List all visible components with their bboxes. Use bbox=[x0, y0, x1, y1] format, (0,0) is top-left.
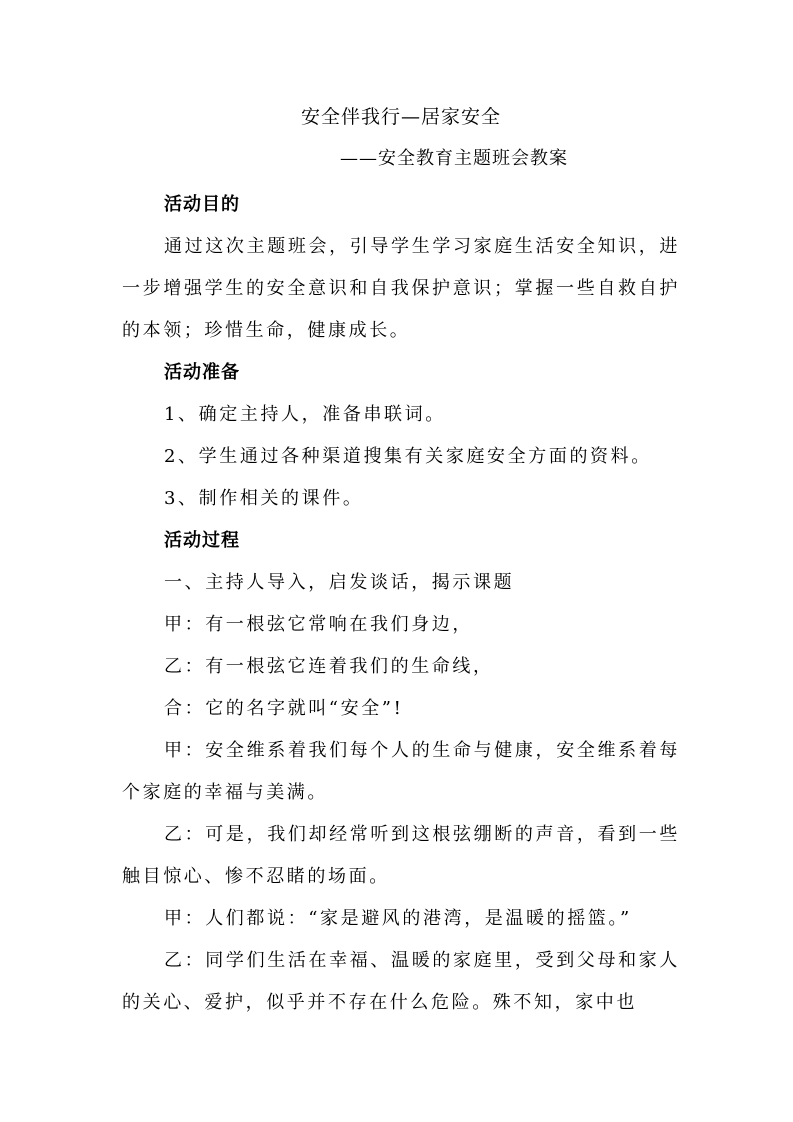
prep-item: 1、确定主持人，准备串联词。 bbox=[164, 404, 446, 425]
page-subtitle: ——安全教育主题班会教案 bbox=[340, 148, 568, 169]
process-line: 乙：有一根弦它连着我们的生命线， bbox=[164, 656, 494, 677]
goal-paragraph: 通过这次主题班会，引导学生学习家庭生活安全知识，进一步增强学生的安全意识和自我保护意识；掌握一些自救自护的本领；珍惜生命，健康成长。 bbox=[122, 236, 680, 341]
process-line: 合：它的名字就叫“安全”! bbox=[164, 698, 404, 719]
dialogue-paragraph: 乙：同学们生活在幸福、温暖的家庭里，受到父母和家人的关心、爱护，似乎并不存在什么危险。殊不知，家中也 bbox=[122, 950, 680, 1013]
prep-item: 2、学生通过各种渠道搜集有关家庭安全方面的资料。 bbox=[164, 446, 652, 467]
section-heading-goal: 活动目的 bbox=[164, 194, 240, 215]
dialogue-paragraph: 甲：安全维系着我们每个人的生命与健康，安全维系着每个家庭的幸福与美满。 bbox=[122, 740, 680, 803]
dialogue-paragraph: 乙：可是，我们却经常听到这根弦绷断的声音，看到一些触目惊心、惨不忍睹的场面。 bbox=[122, 824, 680, 887]
section-heading-process: 活动过程 bbox=[164, 530, 240, 551]
process-line: 甲：有一根弦它常响在我们身边， bbox=[164, 614, 473, 635]
dialogue-paragraph: 甲：人们都说：“家是避风的港湾，是温暖的摇篮。” bbox=[164, 908, 632, 929]
process-line: 一、主持人导入，启发谈话，揭示课题 bbox=[164, 572, 515, 593]
prep-item: 3、制作相关的课件。 bbox=[164, 488, 364, 509]
page-title: 安全伴我行—居家安全 bbox=[300, 106, 501, 128]
document-body bbox=[122, 102, 680, 1024]
section-heading-preparation: 活动准备 bbox=[164, 362, 240, 383]
